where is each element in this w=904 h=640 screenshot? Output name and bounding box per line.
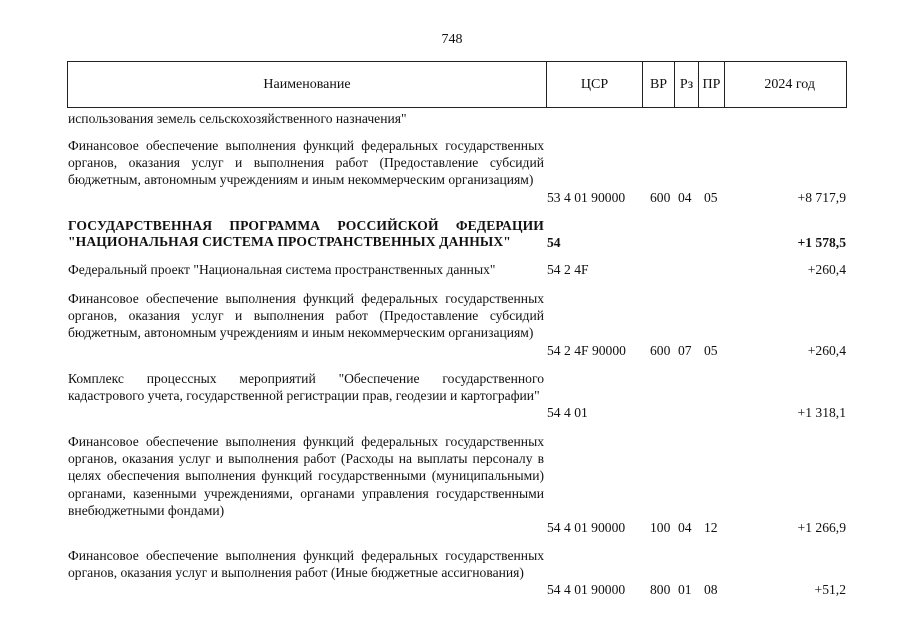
row-rz: 04 bbox=[678, 189, 692, 205]
header-vr: ВР bbox=[643, 62, 675, 108]
table-header bbox=[67, 61, 847, 108]
row-csr: 54 4 01 bbox=[547, 405, 588, 421]
row-csr: 54 4 01 90000 bbox=[547, 520, 626, 535]
row-amount: +51,2 bbox=[814, 582, 846, 598]
row-vr: 100 bbox=[650, 520, 671, 535]
row-vr: 800 bbox=[650, 582, 671, 598]
row-rz: 07 bbox=[678, 342, 692, 358]
header-year: 2024 год bbox=[725, 62, 847, 108]
header-name: Наименование bbox=[68, 62, 547, 108]
row-amount: +260,4 bbox=[807, 342, 846, 358]
row-pr: 05 bbox=[704, 342, 718, 358]
row-amount: +1 578,5 bbox=[797, 235, 846, 250]
row-pr: 12 bbox=[704, 520, 718, 535]
row-amount: +260,4 bbox=[807, 262, 846, 277]
row-csr: 54 2 4F 90000 bbox=[547, 342, 626, 358]
page-number: 748 bbox=[441, 32, 463, 47]
row-amount: +8 717,9 bbox=[797, 189, 846, 205]
row-name: Финансовое обеспечение выполнения функций федеральных государственных органов, оказания услуг и выполнения работ (Иные бюджетные ассигнования) bbox=[68, 548, 544, 581]
row-csr: 53 4 01 90000 bbox=[547, 189, 626, 205]
row-name: Финансовое обеспечение выполнения функций федеральных государственных органов, оказания услуг и выполнения работ (Предоставление субсидий бюджетным, автономным учреждениям и иным некоммерческим организациям) bbox=[68, 291, 544, 341]
row-csr: 54 bbox=[547, 235, 561, 250]
row-name: Финансовое обеспечение выполнения функций федеральных государственных органов, оказания услуг и выполнения работ (Расходы на выплаты персоналу в целях обеспечения выполнения функций государственными (муниципальными) органами, казенными учреждениями, органами управления государственными внебюджетными фондами) bbox=[68, 434, 544, 518]
row-rz: 01 bbox=[678, 582, 692, 598]
header-rz: Рз bbox=[675, 62, 699, 108]
row-name: ГОСУДАРСТВЕННАЯ ПРОГРАММА РОССИЙСКОЙ ФЕДЕРАЦИИ "НАЦИОНАЛЬНАЯ СИСТЕМА ПРОСТРАНСТВЕННЫХ ДАННЫХ" bbox=[68, 218, 544, 249]
row-amount: +1 266,9 bbox=[797, 520, 846, 535]
continuation-text: использования земель сельскохозяйственного назначения" bbox=[68, 111, 407, 126]
header-csr: ЦСР bbox=[547, 62, 643, 108]
row-pr: 08 bbox=[704, 582, 718, 598]
row-vr: 600 bbox=[650, 342, 671, 358]
row-pr: 05 bbox=[704, 189, 718, 205]
row-name: Комплекс процессных мероприятий "Обеспечение государственного кадастрового учета, государственной регистрации прав, геодезии и картографии" bbox=[68, 371, 544, 404]
row-csr: 54 2 4F bbox=[547, 262, 589, 277]
row-amount: +1 318,1 bbox=[797, 405, 846, 421]
row-name: Финансовое обеспечение выполнения функций федеральных государственных органов, оказания услуг и выполнения работ (Предоставление субсидий бюджетным, автономным учреждениям и иным некоммерческим организациям) bbox=[68, 138, 544, 188]
row-vr: 600 bbox=[650, 189, 671, 205]
row-name: Федеральный проект "Национальная система пространственных данных" bbox=[68, 262, 496, 277]
header-pr: ПР bbox=[699, 62, 725, 108]
row-rz: 04 bbox=[678, 520, 692, 535]
row-csr: 54 4 01 90000 bbox=[547, 582, 626, 598]
